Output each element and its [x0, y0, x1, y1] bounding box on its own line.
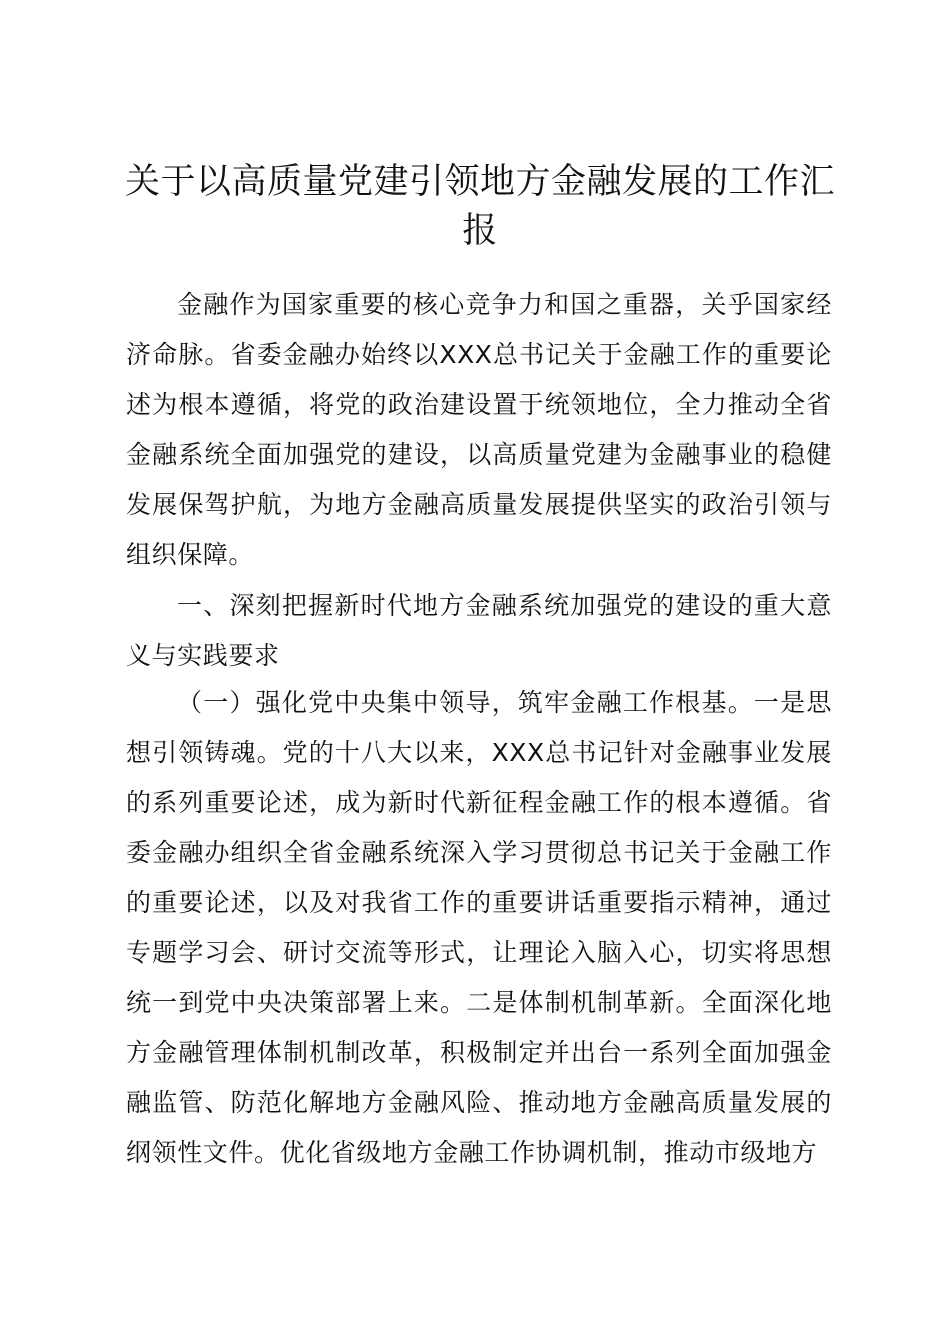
subsection-paragraph-1: （一）强化党中央集中领导，筑牢金融工作根基。一是思想引领铸魂。党的十八大以来，XXX总书记针对金融事业发展的系列重要论述，成为新时代新征程金融工作的根本遵循。省委金融办组织全省金融系统深入学习贯彻总书记关于金融工作的重要论述，以及对我省工作的重要讲话重要指示精神，通过专题学习会、研讨交流等形式，让理论入脑入心，切实将思想统一到党中央决策部署上来。二是体制机制革新。全面深化地方金融管理体制机制改革，积极制定并出台一系列全面加强金融监管、防范化解地方金融风险、推动地方金融高质量发展的纲领性文件。优化省级地方金融工作协调机制，推动市级地方: [126, 688, 832, 1167]
intro-paragraph: 金融作为国家重要的核心竞争力和国之重器，关乎国家经济命脉。省委金融办始终以XXX总书记关于金融工作的重要论述为根本遵循，将党的政治建设置于统领地位，全力推动全省金融系统全面加强党的建设，以高质量党建为金融事业的稳健发展保驾护航，为地方金融高质量发展提供坚实的政治引领与组织保障。: [126, 290, 832, 569]
document-title: 关于以高质量党建引领地方金融发展的工作汇报: [124, 162, 835, 251]
section-heading-1: 一、深刻把握新时代地方金融系统加强党的建设的重大意义与实践要求: [126, 591, 832, 670]
